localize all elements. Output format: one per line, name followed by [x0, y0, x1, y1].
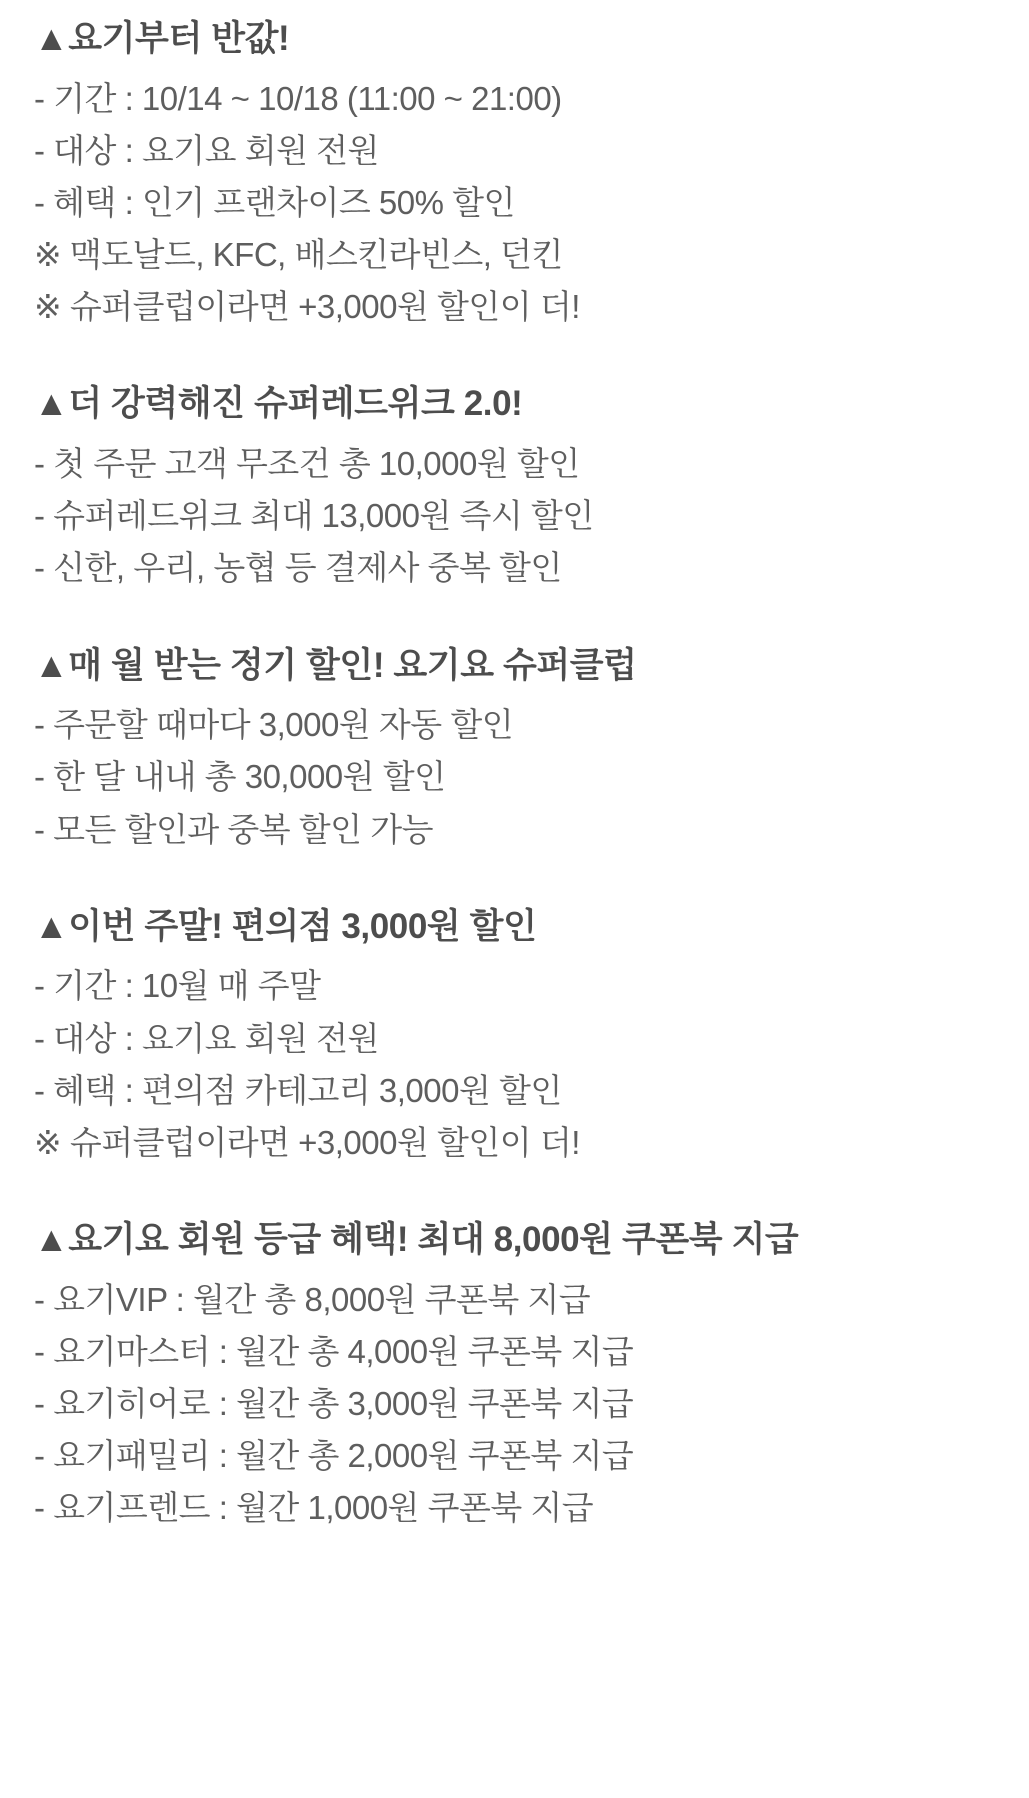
section-line: - 한 달 내내 총 30,000원 할인	[34, 758, 446, 796]
section-line: - 신한, 우리, 농협 등 결제사 중복 할인	[34, 549, 562, 587]
section-heading: ▲매 월 받는 정기 할인! 요기요 슈퍼클럽	[34, 645, 637, 685]
section-super-red-week	[34, 379, 999, 594]
section-line: - 혜택 : 편의점 카테고리 3,000원 할인	[34, 1071, 562, 1109]
section-line: - 주문할 때마다 3,000원 자동 할인	[34, 706, 514, 744]
section-line: - 혜택 : 인기 프랜차이즈 50% 할인	[34, 184, 515, 221]
section-line: - 첫 주문 고객 무조건 총 10,000원 할인	[34, 445, 580, 483]
section-line: - 슈퍼레드위크 최대 13,000원 즉시 할인	[34, 497, 594, 535]
section-note: ※ 맥도날드, KFC, 배스킨라빈스, 던킨	[34, 236, 563, 274]
section-half-price	[34, 14, 999, 333]
section-note: ※ 슈퍼클럽이라면 +3,000원 할인이 더!	[34, 1123, 580, 1161]
section-line: - 요기패밀리 : 월간 총 2,000원 쿠폰북 지급	[34, 1437, 634, 1474]
section-heading: ▲요기요 회원 등급 혜택! 최대 8,000원 쿠폰북 지급	[34, 1219, 799, 1259]
section-heading: ▲더 강력해진 슈퍼레드위크 2.0!	[34, 384, 523, 424]
section-membership-tiers	[34, 1215, 999, 1534]
section-line: - 요기히어로 : 월간 총 3,000원 쿠폰북 지급	[34, 1384, 634, 1422]
section-line: - 요기VIP : 월간 총 8,000원 쿠폰북 지급	[34, 1280, 591, 1318]
section-line: - 대상 : 요기요 회원 전원	[34, 1019, 379, 1057]
section-note: ※ 슈퍼클럽이라면 +3,000원 할인이 더!	[34, 288, 580, 326]
section-line: - 기간 : 10/14 ~ 10/18 (11:00 ~ 21:00)	[34, 79, 562, 117]
section-convenience-store	[34, 902, 999, 1169]
section-line: - 기간 : 10월 매 주말	[34, 967, 321, 1005]
section-line: - 요기프렌드 : 월간 1,000원 쿠폰북 지급	[34, 1489, 594, 1527]
section-super-club	[34, 641, 999, 856]
section-line: - 요기마스터 : 월간 총 4,000원 쿠폰북 지급	[34, 1332, 634, 1370]
section-line: - 대상 : 요기요 회원 전원	[34, 131, 379, 169]
section-heading: ▲이번 주말! 편의점 3,000원 할인	[34, 906, 537, 946]
section-heading: ▲요기부터 반값!	[34, 19, 290, 58]
section-line: - 모든 할인과 중복 할인 가능	[34, 810, 433, 848]
